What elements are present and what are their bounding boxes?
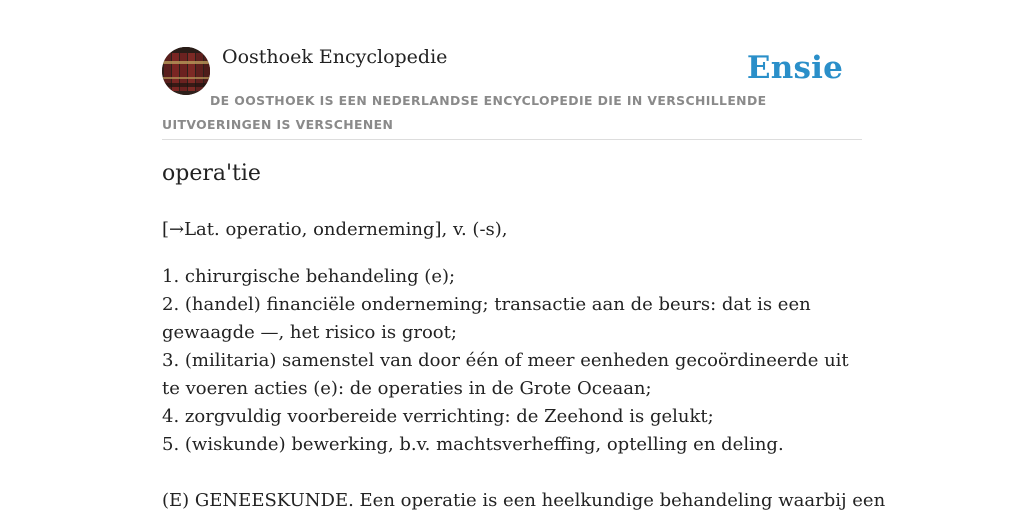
entry-title: opera'tie xyxy=(162,161,261,186)
encyclopedia-books-avatar[interactable] xyxy=(162,47,210,95)
page xyxy=(162,0,886,511)
sense-item: 3. (militaria) samenstel van door één of meer eenheden gecoördineerde uit te voeren acties (e): de operaties in de Grote Oceaan; xyxy=(162,350,849,399)
books-icon xyxy=(162,47,210,95)
entry-extra-paragraph: (E) GENEESKUNDE. Een operatie is een heelkundige behandeling waarbij een xyxy=(162,490,886,511)
ensie-logo-link[interactable]: Ensie xyxy=(746,50,843,86)
site-header xyxy=(162,0,862,140)
entry-etymology: [→Lat. operatio, onderneming], v. (-s), xyxy=(162,219,508,240)
sense-item: 5. (wiskunde) bewerking, b.v. machtsverheffing, optelling en deling. xyxy=(162,434,784,455)
sense-item: 1. chirurgische behandeling (e); xyxy=(162,266,456,287)
sense-item: 2. (handel) financiële onderneming; transactie aan de beurs: dat is een gewaagde —, het risico is groot; xyxy=(162,294,811,343)
sense-item: 4. zorgvuldig voorbereide verrichting: de Zeehond is gelukt; xyxy=(162,406,714,427)
entry-senses xyxy=(162,263,862,459)
site-title[interactable]: Oosthoek Encyclopedie xyxy=(222,46,448,68)
site-tagline: DE OOSTHOEK IS EEN NEDERLANDSE ENCYCLOPEDIE DIE IN VERSCHILLENDE UITVOERINGEN IS VERSCHENEN xyxy=(162,93,767,132)
